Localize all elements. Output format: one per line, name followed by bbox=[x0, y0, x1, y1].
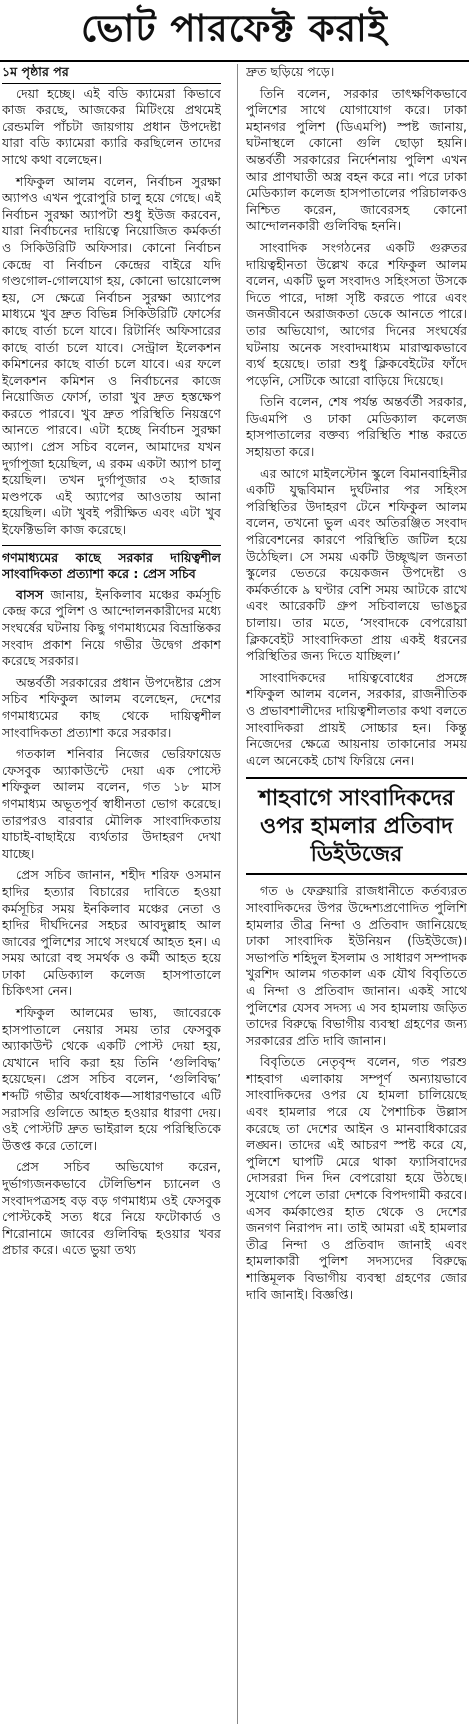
paragraph: শফিকুল আলম বলেন, নির্বাচন সুরক্ষা অ্যাপও এখন পুরোপুরি চালু হয়ে গেছে। এই নির্বাচন সুরক্ষা অ্যাপটা শুধু ইউজ করবেন, যারা নির্বাচনের দায়িত্বে নিয়োজিত কর্মকর্তা ও সিকিউরিটি অফিসার। কোনো নির্বাচন কেন্দ্রে বা নির্বাচন কেন্দ্রের বাইরে যদি গণ্ডগোল-গোলযোগ হয়, কোনো ভায়োলেন্স হয়, সে ক্ষেত্রে নির্বাচন সুরক্ষা অ্যাপের মাধ্যমে খুব দ্রুত বিভিন্ন সিকিউরিটি ফোর্সের কাছে বার্তা চলে যাবে। রিটার্নিং অফিসারের কাছে বার্তা চলে যাবে। সেন্ট্রাল ইলেকশন কমিশনের কাছে বার্তা চলে যাবে। এর ফলে ইলেকশন কমিশন ও নির্বাচনের কাজে নিয়োজিত ফোর্স, তারা খুব দ্রুত হস্তক্ষেপ করতে পারবে। খুব দ্রুত পরিস্থিতি নিয়ন্ত্রণে আনতে পারবে। এটা হচ্ছে নির্বাচন সুরক্ষা অ্যাপ। প্রেস সচিব বলেন, আমাদের যখন দুর্গাপূজা হয়েছিল, এ রকম একটা অ্যাপ চালু হয়েছিল। তখন দুর্গাপূজার ৩২ হাজার মণ্ডপকে এই অ্যাপের আওতায় আনা হয়েছিল। এটা খুবই পরীক্ষিত এবং এটা খুব ইফেক্টিভলি কাজ করেছে। bbox=[2, 173, 221, 538]
paragraph: বিবৃতিতে নেতৃবৃন্দ বলেন, গত পরশু শাহবাগ এলাকায় সম্পূর্ণ অন্যায়ভাবে সাংবাদিকদের ওপর যে হামলা চালিয়েছে এবং হামলার পরে যে পৈশাচিক উল্লাস করেছে তা দেশের আইন ও মানবাধিকারের লঙ্ঘন। তাদের এই আচরণ স্পষ্ট করে যে, পুলিশে ঘাপটি মেরে থাকা ফ্যাসিবাদের দোসররা দিন দিন বেপরোয়া হয়ে উঠছে। সুযোগ পেলে তারা দেশকে বিপদগামী করবে। এসব কর্মকাণ্ডের হাত থেকে ও দেশের জনগণ নিরাপদ না। তাই আমরা এই হামলার তীব্র নিন্দা ও প্রতিবাদ জানাই এবং হামলাকারী পুলিশ সদস্যদের বিরুদ্ধে শাস্তিমূলক বিভাগীয় ব্যবস্থা গ্রহণের জোর দাবি জানাই। বিজ্ঞপ্তি। bbox=[246, 1054, 467, 1302]
paragraph-text: জানায়, ইনকিলাব মঞ্চের কর্মসূচি কেন্দ্র করে পুলিশ ও আন্দোলনকারীদের মধ্যে সংঘর্ষের ঘটনায় কিছু গণমাধ্যমের বিভ্রান্তিকর সংবাদ প্রকাশ নিয়ে গভীর উদ্বেগ প্রকাশ করেছে সরকার। bbox=[2, 586, 221, 669]
headline-rule bbox=[0, 60, 469, 62]
paragraph: এর আগে মাইলস্টোন স্কুলে বিমানবাহিনীর একটি যুদ্ধবিমান দুর্ঘটনার পর সহিংস পরিস্থিতির উদাহরণ টেনে শফিকুল আলম বলেন, তখনো ভুল এবং অতিরঞ্জিত সংবাদ পরিবেশনের কারণে পরিস্থিতি জটিল হয়ে উঠেছিল। সে সময় একটি উচ্ছৃঙ্খল জনতা স্কুলের ভেতরে কয়েকজন উপদেষ্টা ও কর্মকর্তাকে ৯ ঘণ্টার বেশি সময় আটকে রাখে এবং আরেকটি গ্রুপ সচিবালয়ে ভাঙচুর চালায়। তার মতে, ‘সংবাদকে বেপরোয়া ক্লিকবেইট সাংবাদিকতা প্রায় একই ধরনের পরিস্থিতির জন্য দিতে যাচ্ছিল।’ bbox=[246, 465, 467, 664]
paragraph: দেয়া হচ্ছে। এই বডি ক্যামেরা কিভাবে কাজ করছে, আজকের মিটিংয়ে প্রথমেই রেন্ডমলি পাঁচটা জায়গায় প্রধান উপদেষ্টা যারা বডি ক্যামেরা ক্যারি করছিলেন তাদের সাথে কথা বলেছেন। bbox=[2, 85, 221, 167]
paragraph: সাংবাদিক সংগঠনের একটি গুরুতর দায়িত্বহীনতা উল্লেখ করে শফিকুল আলম বলেন, একটি ভুল সংবাদও সহিংসতা উসকে দিতে পারে, দাঙ্গা সৃষ্টি করতে পারে এবং জনজীবনে অরাজকতা ডেকে আনতে পারে। তার অভিযোগ, আগের দিনের সংঘর্ষের ঘটনায় অনেক সংবাদমাধ্যম মারাত্মকভাবে ব্যর্থ হয়েছে। তারা শুধু ক্লিকবেইটের ফাঁদে পড়েনি, সেটিকে আরো বাড়িয়ে দিয়েছে। bbox=[246, 239, 467, 388]
headline: ভোট পারফেক্ট করাই bbox=[81, 6, 388, 50]
right-column bbox=[246, 64, 467, 1726]
subheadline bbox=[2, 545, 221, 583]
headline-box bbox=[0, 0, 469, 60]
paragraph: তিনি বলেন, সরকার তাৎক্ষণিকভাবে পুলিশের সাথে যোগাযোগ করে। ঢাকা মহানগর পুলিশ (ডিএমপি) স্পষ্ট জানায়, ঘটনাস্থলে কোনো গুলি ছোড়া হয়নি। অন্তর্বর্তী সরকারের নির্দেশনায় পুলিশ এখন আর প্রাণঘাতী অস্ত্র বহন করে না। পরে ঢাকা মেডিক্যাল কলেজ হাসপাতালের পরিচালকও নিশ্চিত করেন, জাবেরসহ কোনো আন্দোলনকারী গুলিবিদ্ধ হননি। bbox=[246, 85, 467, 234]
paragraph: প্রেস সচিব জানান, শহীদ শরিফ ওসমান হাদির হত্যার বিচারের দাবিতে হওয়া কর্মসূচির সময় ইনকিলাব মঞ্চের নেতা ও হাদির দীর্ঘদিনের সহচর আবদুল্লাহ আল জাবের পুলিশের সাথে সংঘর্ষে আহত হন। এ সময় আরো বহু সমর্থক ও কর্মী আহত হয়ে ঢাকা মেডিক্যাল কলেজ হাসপাতালে চিকিৎসা নেন। bbox=[2, 867, 221, 999]
continued-label: ১ম পৃষ্ঠার পর bbox=[2, 64, 221, 84]
paragraph: অন্তর্বর্তী সরকারের প্রধান উপদেষ্টার প্রেস সচিব শফিকুল আলম বলেছেন, দেশের গণমাধ্যমের কাছ থেকে দায়িত্বশীল সাংবাদিকতা প্রত্যাশা করে সরকার। bbox=[2, 674, 221, 740]
paragraph bbox=[2, 587, 221, 670]
column-divider bbox=[237, 64, 238, 1724]
box-headline: শাহবাগে সাংবাদিকদের ওপর হামলার প্রতিবাদ ডিইউজের bbox=[246, 777, 467, 875]
paragraph: দ্রুত ছড়িয়ে পড়ে। bbox=[246, 64, 335, 79]
source-credit: বাসস bbox=[16, 586, 44, 602]
paragraph: সাংবাদিকদের দায়িত্ববোধের প্রসঙ্গে শফিকুল আলম বলেন, সরকার, রাজনীতিক ও প্রভাবশালীদের দায়িত্বশীলতার কথা বলতে সাংবাদিকরা প্রায়ই সোচ্চার হন। কিন্তু নিজেদের ক্ষেত্রে আয়নায় তাকানোর সময় এলে অনেকেই চোখ ফিরিয়ে নেন। bbox=[246, 669, 467, 768]
left-column bbox=[2, 64, 221, 1726]
paragraph: শফিকুল আলমের ভাষ্য, জাবেরকে হাসপাতালে নেয়ার সময় তার ফেসবুক অ্যাকাউন্ট থেকে একটি পোস্ট দেয়া হয়, যেখানে দাবি করা হয় তিনি ‘গুলিবিদ্ধ’ হয়েছেন। প্রেস সচিব বলেন, ‘গুলিবিদ্ধ’ শব্দটি গভীর অর্থবোধক—সাধারণভাবে এটি সরাসরি গুলিতে আহত হওয়ার ধারণা দেয়। ওই পোস্টটি দ্রুত ভাইরাল হয়ে পরিস্থিতিকে উত্তপ্ত করে তোলে। bbox=[2, 1005, 221, 1153]
paragraph: প্রেস সচিব অভিযোগ করেন, দুর্ভাগ্যজনকভাবে টেলিভিশন চ্যানেল ও সংবাদপত্রসহ বড় বড় গণমাধ্যম ওই ফেসবুক পোস্টকেই সত্য ধরে নিয়ে ফটোকার্ড ও শিরোনামে জাবের গুলিবিদ্ধ হওয়ার খবর প্রচার করে। এতে ভুয়া তথ্য bbox=[2, 1159, 221, 1258]
paragraph: তিনি বলেন, শেষ পর্যন্ত অন্তর্বর্তী সরকার, ডিএমপি ও ঢাকা মেডিক্যাল কলেজ হাসপাতালের বক্তব্য পরিস্থিতি শান্ত করতে সহায়তা করে। bbox=[246, 394, 467, 460]
paragraph: গতকাল শনিবার নিজের ভেরিফায়েড ফেসবুক অ্যাকাউন্টে দেয়া এক পোস্টে শফিকুল আলম বলেন, গত ১৮ মাস গণমাধ্যম অভূতপূর্ব স্বাধীনতা ভোগ করেছে। তারপরও বারবার মৌলিক সাংবাদিকতায় যাচাই-বাছাইয়ে ব্যর্থতার উদাহরণ দেখা যাচ্ছে। bbox=[2, 746, 221, 861]
paragraph: গত ৬ ফেব্রুয়ারি রাজধানীতে কর্তব্যরত সাংবাদিকদের উপর উদ্দেশ্যপ্রণোদিত পুলিশি হামলার তীব্র নিন্দা ও প্রতিবাদ জানিয়েছে ঢাকা সাংবাদিক ইউনিয়ন (ডিইউজে)। সভাপতি শহিদুল ইসলাম ও সাধারণ সম্পাদক খুরশিদ আলম গতকাল এক যৌথ বিবৃতিতে এ নিন্দা ও প্রতিবাদ জানান। একই সাথে পুলিশের যেসব সদস্য এ সব হামলায় জড়িত তাদের বিরুদ্ধে বিভাগীয় ব্যবস্থা গ্রহণের জন্য সরকারের প্রতি দাবি জানান। bbox=[246, 883, 467, 1048]
subheadline-text: গণমাধ্যমের কাছে সরকার দায়িত্বশীল সাংবাদিকতা প্রত্যাশা করে : প্রেস সচিব bbox=[2, 549, 221, 582]
